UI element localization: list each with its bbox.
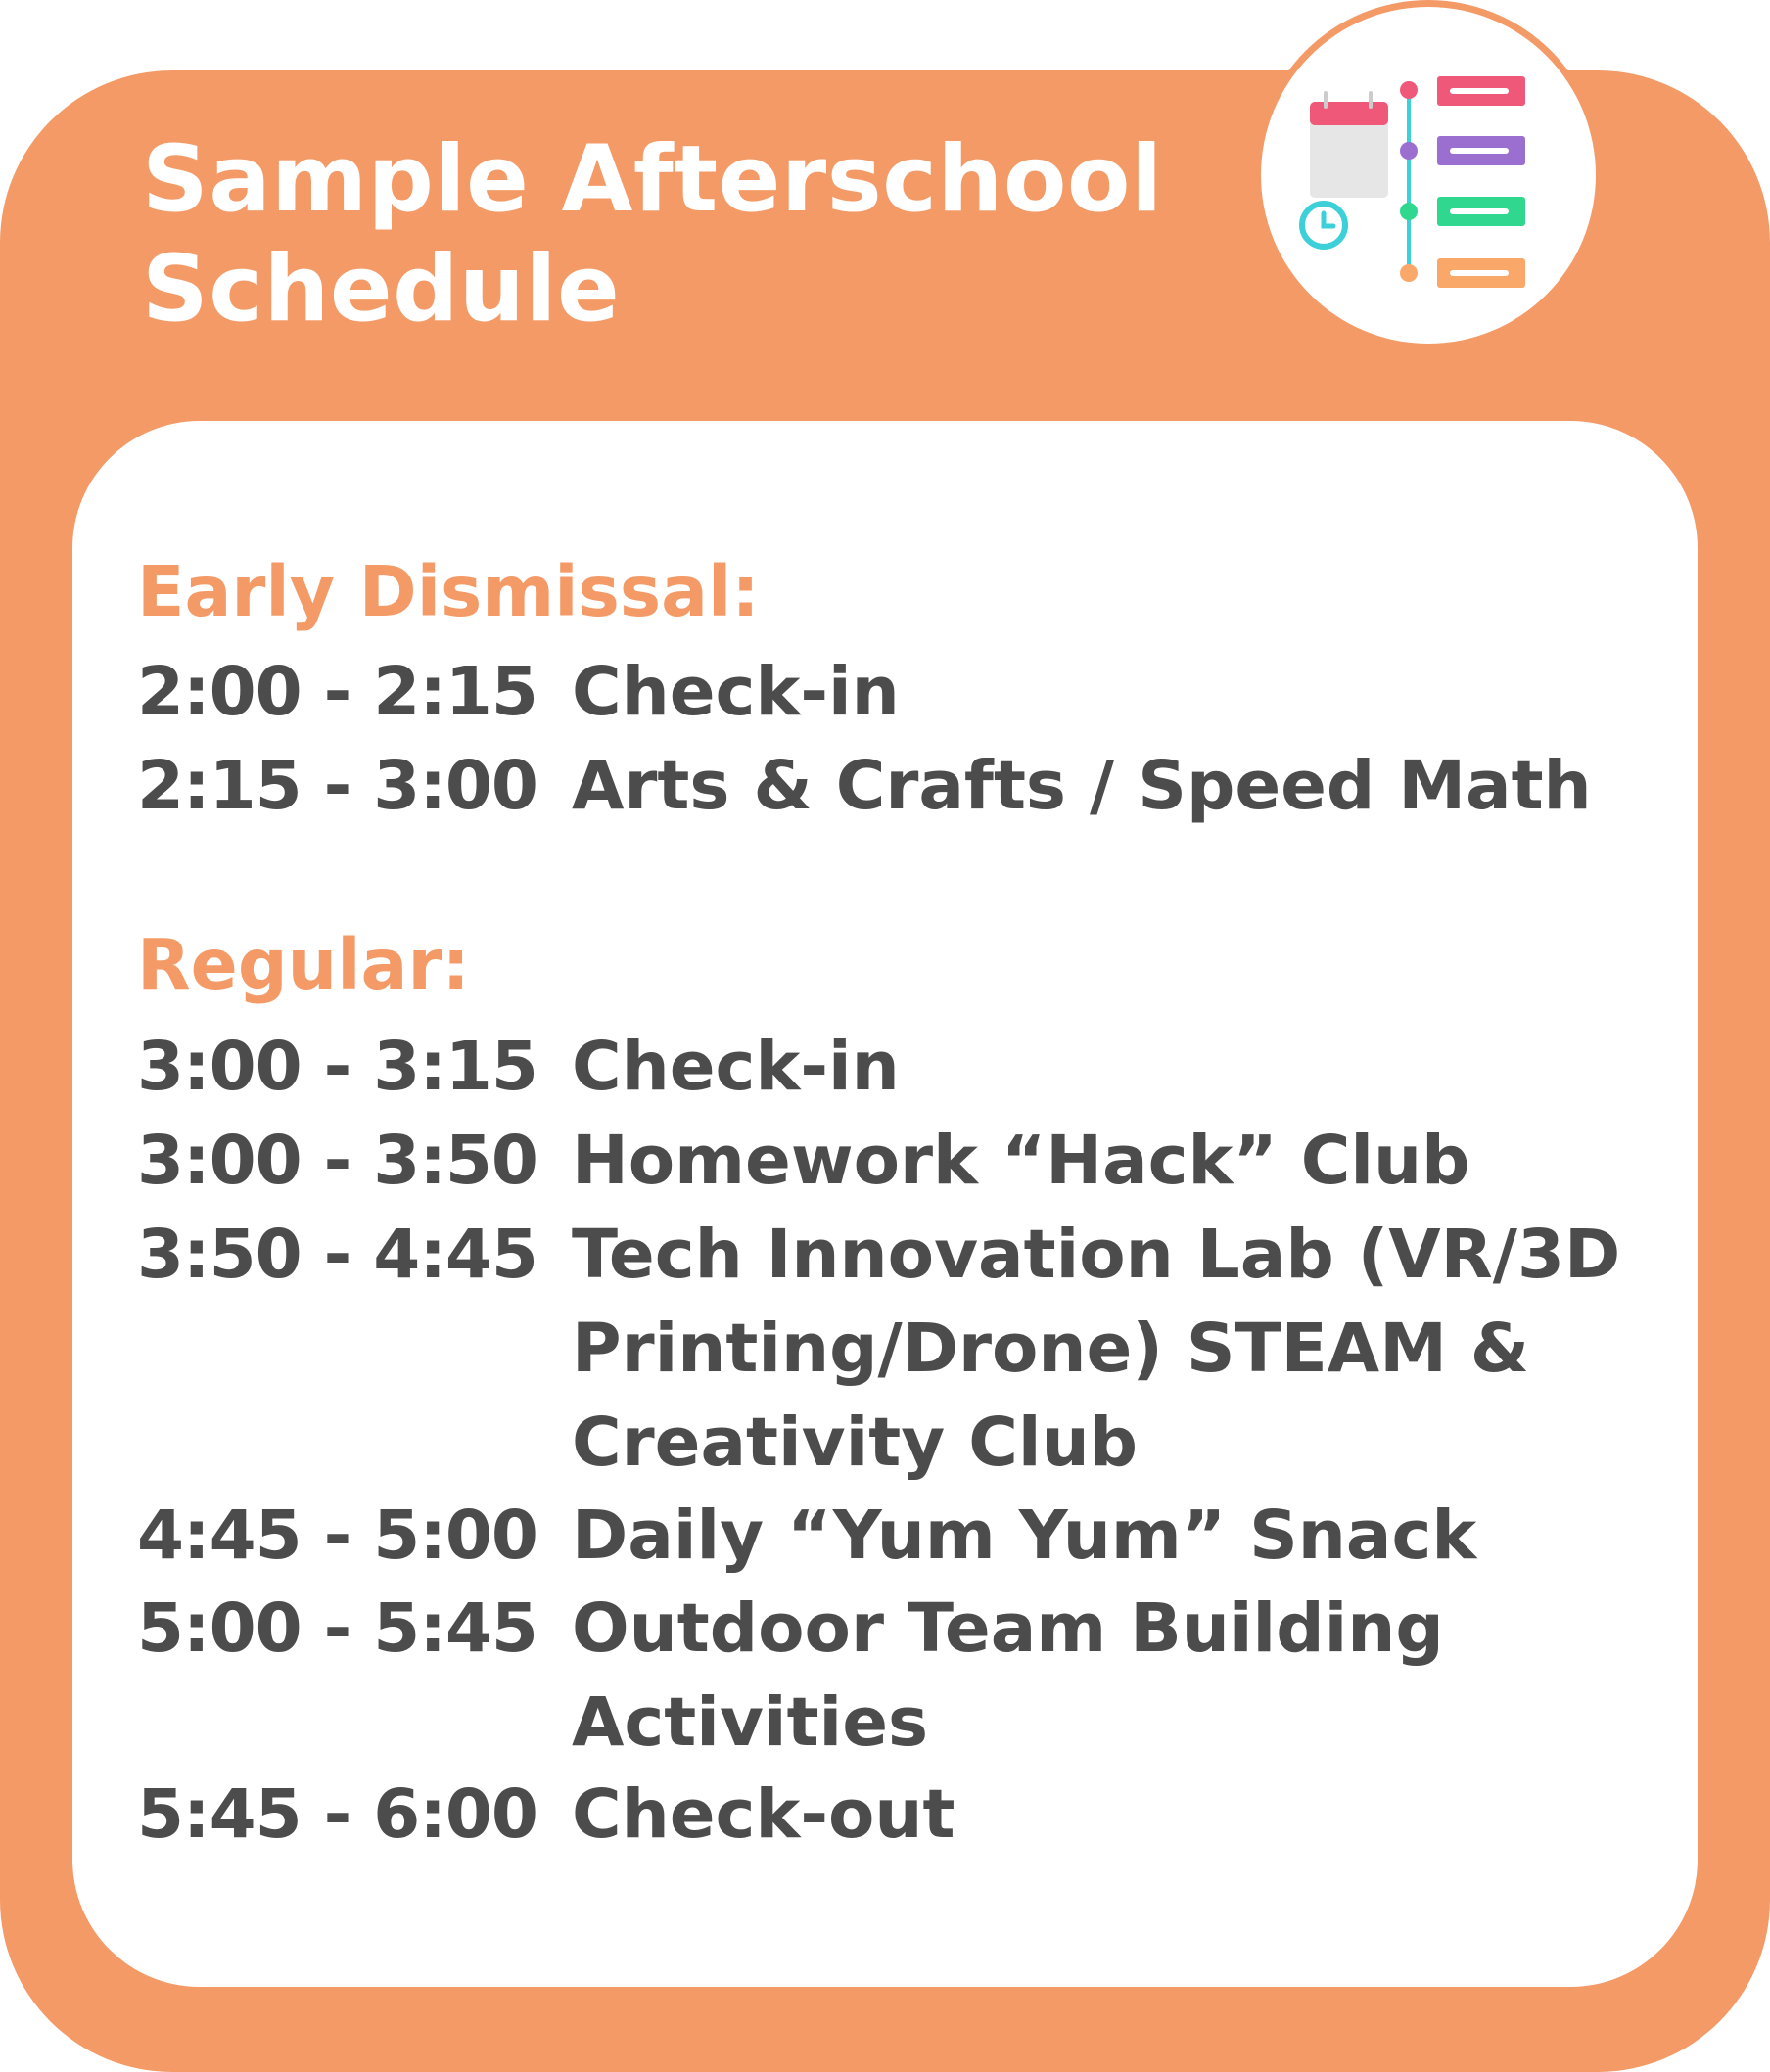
- row-activity: Outdoor Team Building Activities: [572, 1589, 1444, 1762]
- row-time: 2:15 - 3:00: [137, 747, 537, 825]
- row-time: 5:45 - 6:00: [137, 1775, 537, 1854]
- row-activity: Check-in: [572, 1028, 900, 1106]
- title-line-1: Sample Afterschool: [142, 126, 1163, 233]
- early-dismissal-heading: Early Dismissal:: [137, 551, 760, 632]
- row-activity: Check-out: [572, 1775, 955, 1854]
- row-time: 3:50 - 4:45: [137, 1216, 537, 1294]
- schedule-calendar-icon: [1261, 7, 1596, 344]
- row-activity: Arts & Crafts / Speed Math: [572, 747, 1592, 825]
- page-title: [142, 125, 1163, 345]
- row-activity: Homework “Hack” Club: [572, 1122, 1470, 1200]
- row-time: 3:00 - 3:50: [137, 1122, 537, 1200]
- row-time: 4:45 - 5:00: [137, 1496, 537, 1575]
- title-line-2: Schedule: [142, 236, 621, 343]
- row-activity: Check-in: [572, 653, 900, 731]
- row-time: 2:00 - 2:15: [137, 653, 537, 731]
- row-activity: Daily “Yum Yum” Snack: [572, 1496, 1477, 1575]
- row-time: 5:00 - 5:45: [137, 1589, 537, 1668]
- row-time: 3:00 - 3:15: [137, 1028, 537, 1106]
- row-activity: Tech Innovation Lab (VR/3D Printing/Drone) STEAM & Creativity Club: [572, 1216, 1621, 1482]
- regular-heading: Regular:: [137, 924, 470, 1005]
